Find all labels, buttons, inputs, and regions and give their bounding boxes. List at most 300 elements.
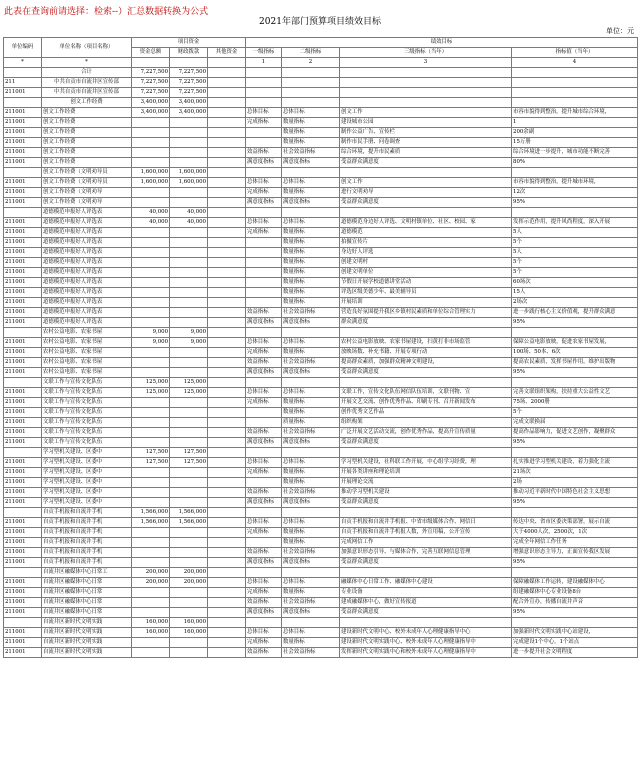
cell-level3: 受益群众满意度 bbox=[340, 158, 512, 168]
cell-unit-name: 中共自贡市自流井区宣传部 bbox=[42, 78, 132, 88]
cell-other bbox=[208, 388, 246, 398]
cell-unit-name: 农村公益电影、农家书屋 bbox=[42, 338, 132, 348]
cell-fiscal: 7,227,500 bbox=[170, 78, 208, 88]
cell-level2: 满意度指标 bbox=[282, 198, 340, 208]
cell-other bbox=[208, 498, 246, 508]
table-row bbox=[4, 398, 638, 408]
cell-total: 40,000 bbox=[132, 208, 170, 218]
cell-unit-name: 创文工作经费 bbox=[42, 138, 132, 148]
cell-fiscal bbox=[170, 478, 208, 488]
cell-level1 bbox=[246, 88, 282, 98]
cell-unit-code: 211001 bbox=[4, 428, 42, 438]
cell-value bbox=[512, 68, 638, 78]
cell-value: 5人 bbox=[512, 248, 638, 258]
cell-level1: 效益指标 bbox=[246, 428, 282, 438]
cell-total bbox=[132, 238, 170, 248]
cell-level1 bbox=[246, 278, 282, 288]
cell-unit-name: 创文工作经费 bbox=[42, 118, 132, 128]
cell-value: 1 bbox=[512, 118, 638, 128]
cell-unit-name: 创文工作经费 bbox=[42, 128, 132, 138]
cell-fiscal bbox=[170, 238, 208, 248]
cell-unit-name: 道德模范申报好人评选表 bbox=[42, 308, 132, 318]
cell-value: 95% bbox=[512, 498, 638, 508]
cell-unit-code: 211001 bbox=[4, 128, 42, 138]
cell-level2: 数量指标 bbox=[282, 298, 340, 308]
cell-level2 bbox=[282, 78, 340, 88]
cell-fiscal bbox=[170, 548, 208, 558]
table-row bbox=[4, 338, 638, 348]
cell-fiscal bbox=[170, 198, 208, 208]
cell-total: 7,227,500 bbox=[132, 68, 170, 78]
cell-unit-name: 道德模范申报好人评选表 bbox=[42, 318, 132, 328]
cell-fiscal: 1,600,000 bbox=[170, 168, 208, 178]
cell-level3: 群众满意度 bbox=[340, 318, 512, 328]
cell-unit-name: 自流井区融媒体中心日常 bbox=[42, 578, 132, 588]
table-row bbox=[4, 178, 638, 188]
cell-unit-code bbox=[4, 618, 42, 628]
cell-unit-code bbox=[4, 168, 42, 178]
cell-level1: 总体目标 bbox=[246, 218, 282, 228]
cell-fiscal bbox=[170, 428, 208, 438]
cell-unit-code: 211001 bbox=[4, 608, 42, 618]
cell-level2: 数量指标 bbox=[282, 588, 340, 598]
header-value: 指标值（当年） bbox=[512, 48, 638, 58]
cell-level1: 效益指标 bbox=[246, 548, 282, 558]
cell-level1 bbox=[246, 68, 282, 78]
cell-unit-name: 文联工作与宣传文化队伍 bbox=[42, 438, 132, 448]
cell-fiscal bbox=[170, 648, 208, 658]
header-level2: 二级指标 bbox=[282, 48, 340, 58]
cell-value: 扎实推进学习型机关建设，着力强化主流 bbox=[512, 458, 638, 468]
header-fiscal: 财政拨款 bbox=[170, 48, 208, 58]
cell-fiscal bbox=[170, 488, 208, 498]
cell-level2: 总体目标 bbox=[282, 628, 340, 638]
cell-fiscal: 9,000 bbox=[170, 328, 208, 338]
cell-total bbox=[132, 488, 170, 498]
cell-level1 bbox=[246, 478, 282, 488]
table-row bbox=[4, 598, 638, 608]
cell-unit-code: 211001 bbox=[4, 188, 42, 198]
cell-level3: 自贡手机报和自流井手机报人数，外宣用稿，公开宣传 bbox=[340, 528, 512, 538]
cell-level1: 完成指标 bbox=[246, 588, 282, 598]
cell-value: 5个 bbox=[512, 258, 638, 268]
cell-value: 21场次 bbox=[512, 468, 638, 478]
cell-level2 bbox=[282, 98, 340, 108]
cell-value bbox=[512, 568, 638, 578]
cell-unit-name: 自贡手机报和自流井手机 bbox=[42, 518, 132, 528]
cell-value: 95% bbox=[512, 368, 638, 378]
cell-unit-code: 211001 bbox=[4, 578, 42, 588]
cell-unit-code: 211001 bbox=[4, 288, 42, 298]
cell-fiscal bbox=[170, 118, 208, 128]
cell-unit-name: 学习型机关建设、区委中 bbox=[42, 498, 132, 508]
cell-unit-code: 211001 bbox=[4, 558, 42, 568]
cell-unit-name: 农村公益电影、农家书屋 bbox=[42, 348, 132, 358]
cell-level1: 满意度指标 bbox=[246, 158, 282, 168]
cell-level3: 受益群众满意度 bbox=[340, 368, 512, 378]
cell-value bbox=[512, 78, 638, 88]
cell-level2 bbox=[282, 568, 340, 578]
cell-other bbox=[208, 458, 246, 468]
cell-fiscal bbox=[170, 468, 208, 478]
cell-fiscal bbox=[170, 538, 208, 548]
cell-other bbox=[208, 308, 246, 318]
cell-total bbox=[132, 608, 170, 618]
cell-level1: 满意度指标 bbox=[246, 608, 282, 618]
table-row bbox=[4, 568, 638, 578]
cell-level1: 效益指标 bbox=[246, 488, 282, 498]
cell-level3: 营造良好氛围提升我区乡镇村民素质和单位综合管理实力 bbox=[340, 308, 512, 318]
cell-total: 7,227,500 bbox=[132, 78, 170, 88]
cell-unit-name: 学习型机关建设、区委中 bbox=[42, 468, 132, 478]
cell-level2: 总体目标 bbox=[282, 338, 340, 348]
cell-unit-name: 自贡手机报和自流井手机 bbox=[42, 548, 132, 558]
cell-other bbox=[208, 288, 246, 298]
cell-value bbox=[512, 378, 638, 388]
cell-level3: 提高群众素质，加强群众精神文明建设， bbox=[340, 358, 512, 368]
cell-unit-name: 农村公益电影、农家书屋 bbox=[42, 358, 132, 368]
table-row bbox=[4, 468, 638, 478]
cell-unit-code: 211001 bbox=[4, 358, 42, 368]
cell-unit-code: 211001 bbox=[4, 488, 42, 498]
cell-unit-code bbox=[4, 68, 42, 78]
cell-fiscal bbox=[170, 418, 208, 428]
cell-other bbox=[208, 138, 246, 148]
cell-other bbox=[208, 528, 246, 538]
cell-unit-code: 211001 bbox=[4, 368, 42, 378]
cell-unit-code: 211001 bbox=[4, 588, 42, 598]
cell-unit-name: 自贡手机报和自流井手机 bbox=[42, 538, 132, 548]
cell-level2 bbox=[282, 88, 340, 98]
cell-other bbox=[208, 548, 246, 558]
cell-level1 bbox=[246, 568, 282, 578]
cell-unit-code bbox=[4, 378, 42, 388]
cell-level1: 满意度指标 bbox=[246, 318, 282, 328]
cell-fiscal bbox=[170, 228, 208, 238]
cell-total bbox=[132, 468, 170, 478]
cell-other bbox=[208, 78, 246, 88]
cell-level2: 数量指标 bbox=[282, 238, 340, 248]
cell-value: 完成全年网信工作任务 bbox=[512, 538, 638, 548]
cell-other bbox=[208, 588, 246, 598]
cell-level2: 满意度指标 bbox=[282, 558, 340, 568]
cell-unit-code: 211001 bbox=[4, 458, 42, 468]
cell-total bbox=[132, 498, 170, 508]
cell-other bbox=[208, 88, 246, 98]
header-level1: 一级指标 bbox=[246, 48, 282, 58]
cell-unit-name: 农村公益电影、农家书屋 bbox=[42, 328, 132, 338]
cell-level1: 总体目标 bbox=[246, 458, 282, 468]
cell-fiscal bbox=[170, 318, 208, 328]
table-row bbox=[4, 388, 638, 398]
cell-other bbox=[208, 338, 246, 348]
cell-value bbox=[512, 618, 638, 628]
table-row bbox=[4, 228, 638, 238]
table-row bbox=[4, 98, 638, 108]
cell-level3 bbox=[340, 508, 512, 518]
cell-value: 95% bbox=[512, 438, 638, 448]
cell-level1: 完成指标 bbox=[246, 638, 282, 648]
cell-unit-name: 学习型机关建设、区委中 bbox=[42, 488, 132, 498]
cell-other bbox=[208, 218, 246, 228]
cell-level2: 总体目标 bbox=[282, 388, 340, 398]
cell-level1 bbox=[246, 408, 282, 418]
cell-value: 市容市貌得到整治，提升城市综合环境， bbox=[512, 108, 638, 118]
cell-level2: 社会效益指标 bbox=[282, 358, 340, 368]
cell-total bbox=[132, 288, 170, 298]
cell-fiscal: 1,600,000 bbox=[170, 178, 208, 188]
table-row bbox=[4, 298, 638, 308]
cell-level2: 数量指标 bbox=[282, 278, 340, 288]
cell-unit-name: 创文工作经费（文明劝导 bbox=[42, 188, 132, 198]
report-title: 2021年部门预算项目绩效目标 bbox=[259, 17, 381, 27]
cell-unit-name: 文联工作与宣传文化队伍 bbox=[42, 408, 132, 418]
cell-value: 95% bbox=[512, 318, 638, 328]
cell-unit-name: 文联工作与宣传文化队伍 bbox=[42, 378, 132, 388]
cell-level1: 效益指标 bbox=[246, 598, 282, 608]
cell-total: 1,600,000 bbox=[132, 178, 170, 188]
cell-level1 bbox=[246, 448, 282, 458]
cell-value: 2场 bbox=[512, 478, 638, 488]
cell-value bbox=[512, 448, 638, 458]
cell-unit-code: 211001 bbox=[4, 258, 42, 268]
cell-level1 bbox=[246, 418, 282, 428]
cell-level3: 创作优秀文艺作品 bbox=[340, 408, 512, 418]
cell-unit-code: 211001 bbox=[4, 598, 42, 608]
cell-unit-name: 文联工作与宣传文化队伍 bbox=[42, 388, 132, 398]
cell-level3 bbox=[340, 88, 512, 98]
table-row bbox=[4, 218, 638, 228]
cell-other bbox=[208, 258, 246, 268]
cell-level3: 受益群众满意度 bbox=[340, 558, 512, 568]
cell-fiscal: 3,400,000 bbox=[170, 98, 208, 108]
table-row bbox=[4, 348, 638, 358]
cell-level1 bbox=[246, 298, 282, 308]
cell-level3 bbox=[340, 328, 512, 338]
cell-level1: 满意度指标 bbox=[246, 368, 282, 378]
cell-value: 2场次 bbox=[512, 298, 638, 308]
table-row bbox=[4, 508, 638, 518]
cell-other bbox=[208, 578, 246, 588]
cell-unit-code: 211001 bbox=[4, 418, 42, 428]
cell-level1: 总体目标 bbox=[246, 108, 282, 118]
cell-level2 bbox=[282, 618, 340, 628]
cell-level1: 总体目标 bbox=[246, 338, 282, 348]
cell-other bbox=[208, 128, 246, 138]
cell-level1 bbox=[246, 208, 282, 218]
cell-total bbox=[132, 348, 170, 358]
cell-unit-code: 211001 bbox=[4, 438, 42, 448]
cell-unit-code: 211001 bbox=[4, 218, 42, 228]
cell-value: 5个 bbox=[512, 268, 638, 278]
cell-level2: 社会效益指标 bbox=[282, 428, 340, 438]
table-row bbox=[4, 428, 638, 438]
cell-other bbox=[208, 428, 246, 438]
cell-unit-code: 211001 bbox=[4, 138, 42, 148]
cell-level2: 总体目标 bbox=[282, 518, 340, 528]
header-col-number: 1 bbox=[246, 58, 282, 68]
cell-level2: 社会效益指标 bbox=[282, 308, 340, 318]
cell-value: 提高作品影响力，促进文艺创作，凝聚群众 bbox=[512, 428, 638, 438]
cell-level2: 数量指标 bbox=[282, 258, 340, 268]
cell-value: 大于4000人次，2500次，1次 bbox=[512, 528, 638, 538]
table-row bbox=[4, 548, 638, 558]
cell-level3: 建设新时代文明实践中心、校外未成年人心理健康指导中 bbox=[340, 638, 512, 648]
cell-other bbox=[208, 108, 246, 118]
table-row bbox=[4, 588, 638, 598]
cell-value: 保障公益电影放映，促进农家书屋发展， bbox=[512, 338, 638, 348]
cell-level3 bbox=[340, 618, 512, 628]
cell-value: 60场次 bbox=[512, 278, 638, 288]
table-row bbox=[4, 308, 638, 318]
cell-level1: 完成指标 bbox=[246, 118, 282, 128]
cell-fiscal: 200,000 bbox=[170, 578, 208, 588]
cell-fiscal: 3,400,000 bbox=[170, 108, 208, 118]
table-row bbox=[4, 528, 638, 538]
cell-fiscal bbox=[170, 278, 208, 288]
cell-other bbox=[208, 198, 246, 208]
cell-value: 推动习近平新时代中国特色社会主义思想 bbox=[512, 488, 638, 498]
table-row bbox=[4, 118, 638, 128]
cell-level3: 加强意识形态引导、与媒体合作，完善互联网信息管理 bbox=[340, 548, 512, 558]
cell-level2 bbox=[282, 168, 340, 178]
cell-level2: 社会效益指标 bbox=[282, 648, 340, 658]
cell-level1: 满意度指标 bbox=[246, 438, 282, 448]
header-perf-target: 绩效目标 bbox=[246, 38, 638, 48]
cell-level2: 数量指标 bbox=[282, 248, 340, 258]
cell-fiscal: 125,000 bbox=[170, 378, 208, 388]
cell-unit-name: 文联工作与宣传文化队伍 bbox=[42, 428, 132, 438]
cell-other bbox=[208, 398, 246, 408]
cell-total bbox=[132, 198, 170, 208]
header-other: 其他资金 bbox=[208, 48, 246, 58]
cell-fiscal bbox=[170, 598, 208, 608]
cell-level1: 总体目标 bbox=[246, 628, 282, 638]
cell-unit-name: 合计 bbox=[42, 68, 132, 78]
cell-total: 127,500 bbox=[132, 458, 170, 468]
cell-value: 配合外宣办，传播自流井声音 bbox=[512, 598, 638, 608]
cell-level2: 满意度指标 bbox=[282, 438, 340, 448]
cell-level3: 创文工作 bbox=[340, 178, 512, 188]
cell-total bbox=[132, 188, 170, 198]
cell-total: 1,566,000 bbox=[132, 518, 170, 528]
cell-level2 bbox=[282, 378, 340, 388]
cell-level3: 道德模范 bbox=[340, 228, 512, 238]
cell-unit-code: 211001 bbox=[4, 298, 42, 308]
cell-level3: 建设城市公园 bbox=[340, 118, 512, 128]
table-row bbox=[4, 478, 638, 488]
cell-level1 bbox=[246, 238, 282, 248]
cell-unit-code: 211001 bbox=[4, 398, 42, 408]
cell-fiscal: 127,500 bbox=[170, 458, 208, 468]
cell-other bbox=[208, 238, 246, 248]
cell-value: 15万册 bbox=[512, 138, 638, 148]
cell-level1 bbox=[246, 138, 282, 148]
cell-level2 bbox=[282, 448, 340, 458]
cell-unit-code: 211001 bbox=[4, 518, 42, 528]
cell-total bbox=[132, 278, 170, 288]
cell-other bbox=[208, 568, 246, 578]
cell-other bbox=[208, 298, 246, 308]
cell-level3 bbox=[340, 568, 512, 578]
cell-unit-code: 211001 bbox=[4, 178, 42, 188]
cell-level3 bbox=[340, 448, 512, 458]
cell-value: 5个 bbox=[512, 408, 638, 418]
cell-fiscal: 127,500 bbox=[170, 448, 208, 458]
cell-level3: 文联工作，宣传文化队伍网信队伍培训，文联刊物、宣 bbox=[340, 388, 512, 398]
cell-other bbox=[208, 158, 246, 168]
table-row bbox=[4, 248, 638, 258]
cell-other bbox=[208, 418, 246, 428]
cell-other bbox=[208, 538, 246, 548]
table-row bbox=[4, 258, 638, 268]
table-row bbox=[4, 618, 638, 628]
cell-other bbox=[208, 358, 246, 368]
header-col-number: 2 bbox=[282, 58, 340, 68]
table-row bbox=[4, 578, 638, 588]
cell-unit-code: 211001 bbox=[4, 158, 42, 168]
cell-other bbox=[208, 208, 246, 218]
cell-fiscal bbox=[170, 138, 208, 148]
cell-value: 完善文联组织架构，扶持重大公益性文艺 bbox=[512, 388, 638, 398]
table-row bbox=[4, 458, 638, 468]
cell-fiscal bbox=[170, 248, 208, 258]
cell-level2: 满意度指标 bbox=[282, 368, 340, 378]
cell-total bbox=[132, 298, 170, 308]
cell-level3: 发挥新时代文明实践中心和校外未成年人心理健康指导中 bbox=[340, 648, 512, 658]
cell-level3: 开展各类讲座和理论培训 bbox=[340, 468, 512, 478]
cell-total: 9,000 bbox=[132, 328, 170, 338]
header-star: * bbox=[42, 58, 132, 68]
cell-level3: 开展理论交流 bbox=[340, 478, 512, 488]
cell-unit-name: 自流井区融媒体中心日常 bbox=[42, 608, 132, 618]
cell-value bbox=[512, 168, 638, 178]
cell-unit-name: 道德模范申报好人评选表 bbox=[42, 288, 132, 298]
table-row bbox=[4, 648, 638, 658]
cell-level2: 数量指标 bbox=[282, 188, 340, 198]
table-row bbox=[4, 68, 638, 78]
cell-other bbox=[208, 438, 246, 448]
table-row bbox=[4, 518, 638, 528]
cell-level2 bbox=[282, 508, 340, 518]
cell-unit-code: 211001 bbox=[4, 118, 42, 128]
cell-fiscal bbox=[170, 288, 208, 298]
cell-total bbox=[132, 138, 170, 148]
cell-level1: 总体目标 bbox=[246, 388, 282, 398]
table-row bbox=[4, 208, 638, 218]
cell-level2: 数量指标 bbox=[282, 268, 340, 278]
cell-other bbox=[208, 348, 246, 358]
cell-total bbox=[132, 318, 170, 328]
cell-level1: 完成指标 bbox=[246, 188, 282, 198]
cell-value: 75场、2000册 bbox=[512, 398, 638, 408]
cell-level2: 数量指标 bbox=[282, 118, 340, 128]
cell-unit-code: 211001 bbox=[4, 228, 42, 238]
cell-level1 bbox=[246, 618, 282, 628]
cell-unit-code bbox=[4, 328, 42, 338]
cell-level2: 社会效益指标 bbox=[282, 488, 340, 498]
cell-total: 3,400,000 bbox=[132, 108, 170, 118]
cell-level3: 开展培训 bbox=[340, 298, 512, 308]
cell-other bbox=[208, 598, 246, 608]
cell-unit-code: 211001 bbox=[4, 648, 42, 658]
table-row bbox=[4, 448, 638, 458]
cell-level2: 数量指标 bbox=[282, 408, 340, 418]
cell-level2: 数量指标 bbox=[282, 288, 340, 298]
table-row bbox=[4, 238, 638, 248]
cell-unit-code bbox=[4, 98, 42, 108]
cell-level3: 综合环境，提升市民素质 bbox=[340, 148, 512, 158]
